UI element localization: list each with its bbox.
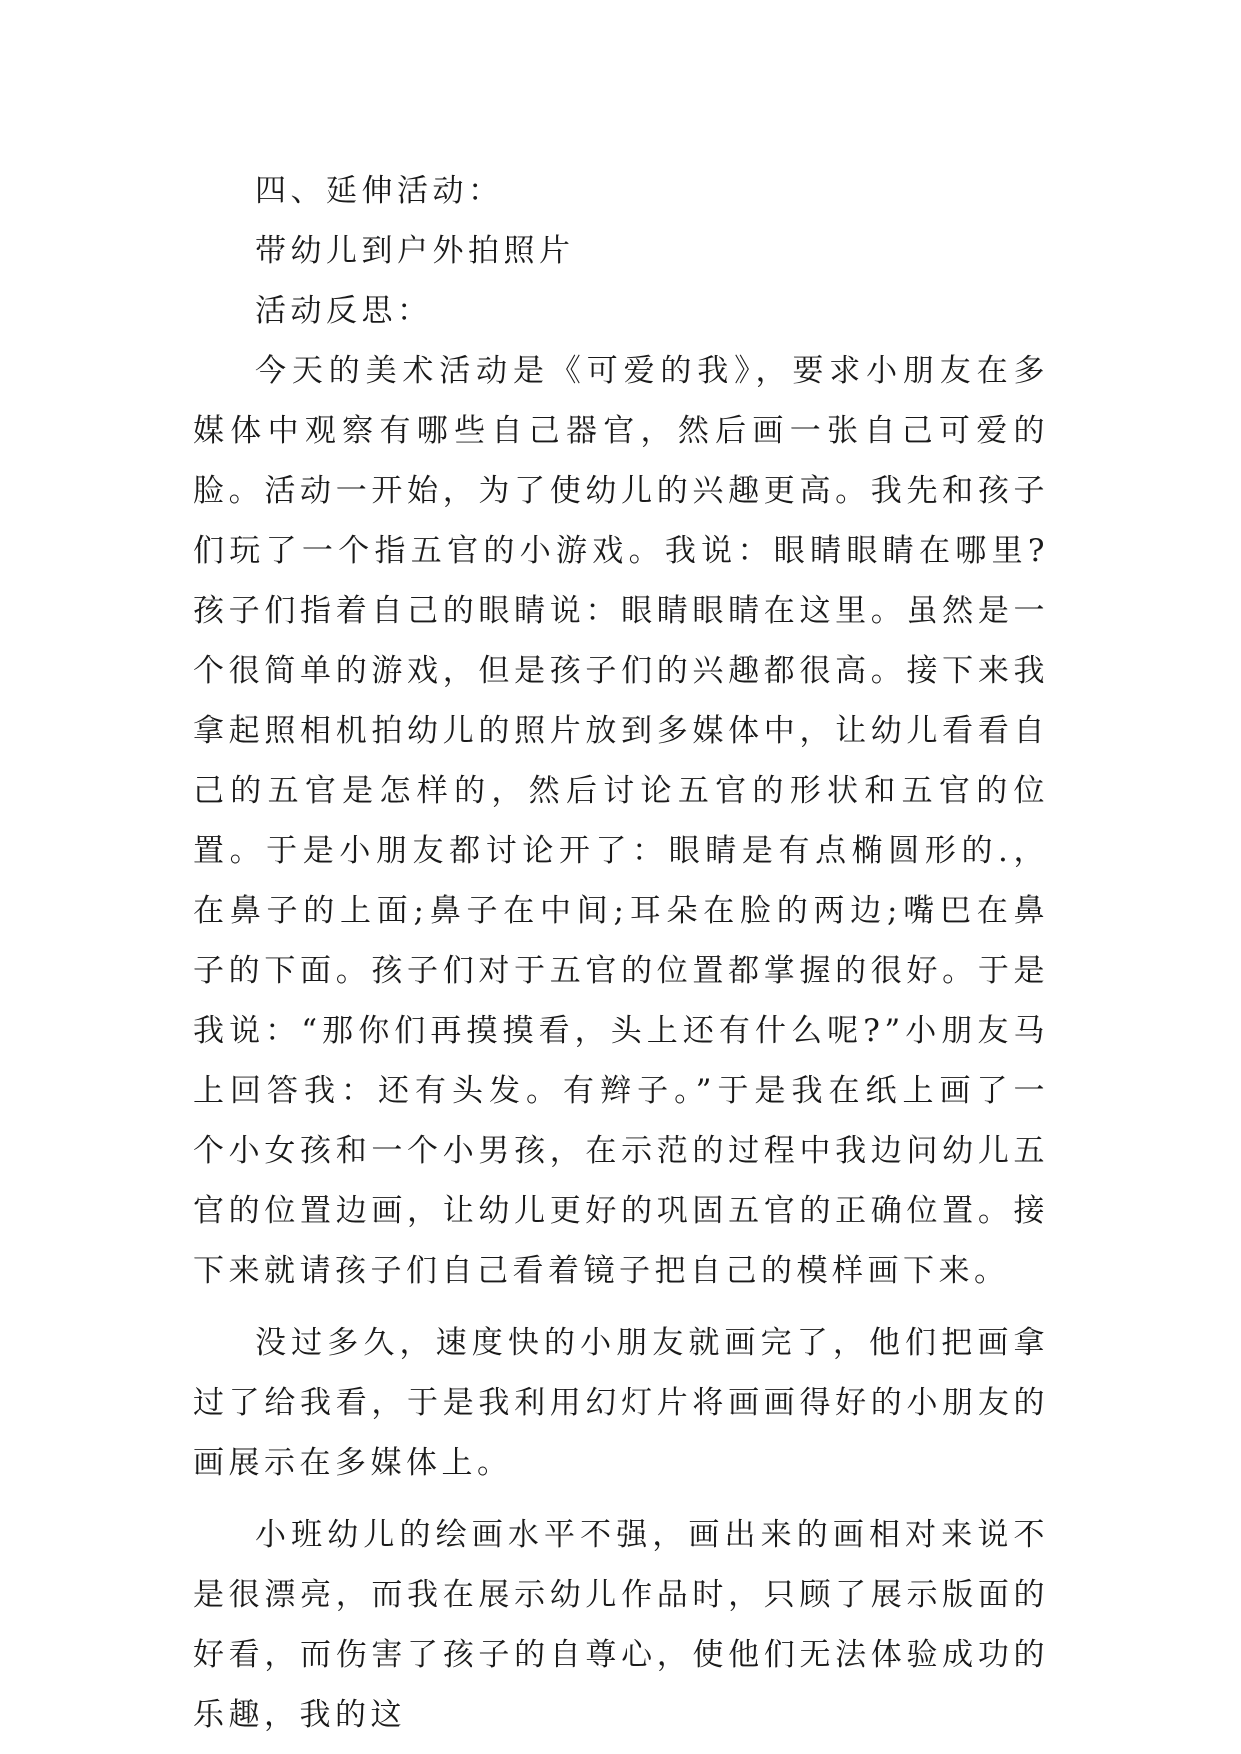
extension-activity-text: 带幼儿到户外拍照片: [255, 233, 575, 269]
reflection-paragraph-1: 今天的美术活动是《可爱的我》，要求小朋友在多媒体中观察有哪些自己器官，然后画一张自己可爱的脸。活动一开始，为了使幼儿的兴趣更高。我先和孩子们玩了一个指五官的小游戏。我说：眼睛眼睛在哪里?孩子们指着自己的眼睛说：眼睛眼睛在这里。虽然是一个很简单的游戏，但是孩子们的兴趣都很高。接下来我拿起照相机拍幼儿的照片放到多媒体中，让幼儿看看自己的五官是怎样的，然后讨论五官的形状和五官的位置。于是小朋友都讨论开了：眼睛是有点椭圆形的.，在鼻子的上面;鼻子在中间;耳朵在脸的两边;嘴巴在鼻子的下面。孩子们对于五官的位置都掌握的很好。于是我说：“那你们再摸摸看，头上还有什么呢?”小朋友马上回答我：还有头发。有辫子。”于是我在纸上画了一个小女孩和一个小男孩，在示范的过程中我边问幼儿五官的位置边画，让幼儿更好的巩固五官的正确位置。接下来就请孩子们自己看着镜子把自己的模样画下来。: [193, 353, 1049, 1289]
reflection-paragraph-3: 小班幼儿的绘画水平不强，画出来的画相对来说不是很漂亮，而我在展示幼儿作品时，只顾了展示版面的好看，而伤害了孩子的自尊心，使他们无法体验成功的乐趣，我的这: [193, 1517, 1049, 1733]
section-heading-extension-activity: 四、延伸活动：: [255, 173, 504, 209]
document-body: [193, 161, 1049, 1745]
reflection-paragraph-2: 没过多久，速度快的小朋友就画完了，他们把画拿过了给我看，于是我利用幻灯片将画画得好的小朋友的画展示在多媒体上。: [193, 1325, 1049, 1481]
section-heading-reflection: 活动反思：: [255, 293, 433, 329]
